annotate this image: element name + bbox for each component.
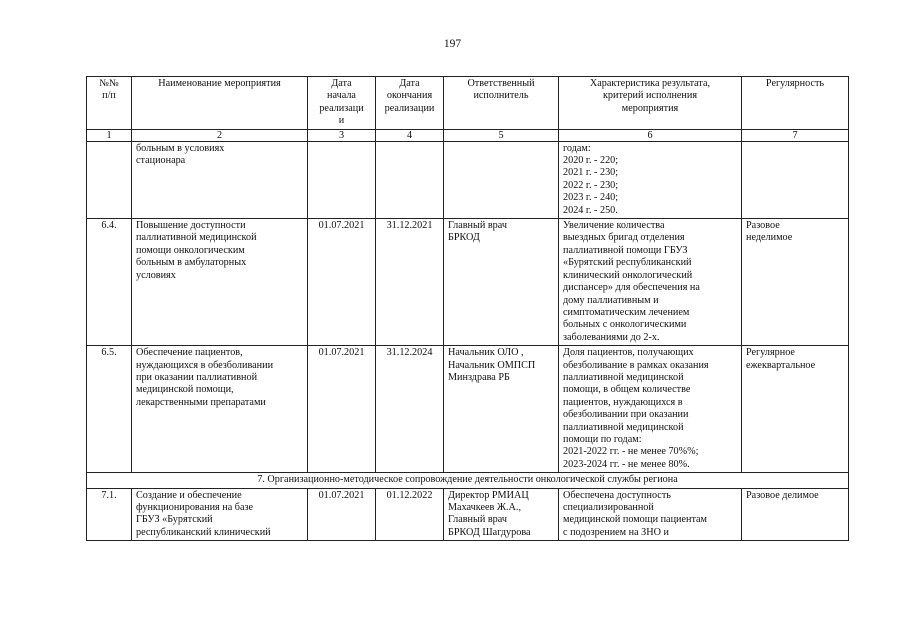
row-regularity bbox=[742, 141, 849, 218]
column-number: 6 bbox=[559, 129, 742, 141]
row-start: 01.07.2021 bbox=[308, 346, 376, 473]
column-number: 2 bbox=[132, 129, 308, 141]
row-start: 01.07.2021 bbox=[308, 488, 376, 541]
header-start-date: Дата начала реализаци и bbox=[308, 77, 376, 130]
column-number: 1 bbox=[87, 129, 132, 141]
row-name: Создание и обеспечение функционирования на базе ГБУЗ «Бурятский республиканский клинический bbox=[132, 488, 308, 541]
row-name: Повышение доступности паллиативной медицинской помощи онкологическим больным в амбулаторных условиях bbox=[132, 219, 308, 346]
column-number: 5 bbox=[444, 129, 559, 141]
row-result: Доля пациентов, получающих обезболивание в рамках оказания паллиативной медицинской помощи, в общем количестве пациентов, нуждающихся в обезболивании при оказании паллиативной медицинской помощи по годам: 2021-2022 гг. - не менее 70%%; 2023-2024 гг. - не менее 80%. bbox=[559, 346, 742, 473]
header-num: №№ п/п bbox=[87, 77, 132, 130]
column-number-row bbox=[87, 129, 849, 141]
row-start: 01.07.2021 bbox=[308, 219, 376, 346]
row-regularity: Разовое делимое bbox=[742, 488, 849, 541]
page-number: 197 bbox=[443, 38, 462, 50]
measures-table bbox=[86, 76, 849, 541]
header-regularity: Регулярность bbox=[742, 77, 849, 130]
column-number: 4 bbox=[376, 129, 444, 141]
header-result: Характеристика результата, критерий исполнения мероприятия bbox=[559, 77, 742, 130]
row-num: 6.4. bbox=[87, 219, 132, 346]
header-end-date: Дата окончания реализации bbox=[376, 77, 444, 130]
table-row bbox=[87, 346, 849, 473]
row-name: больным в условиях стационара bbox=[132, 141, 308, 218]
row-num bbox=[87, 141, 132, 218]
row-end: 01.12.2022 bbox=[376, 488, 444, 541]
column-number: 3 bbox=[308, 129, 376, 141]
row-end: 31.12.2024 bbox=[376, 346, 444, 473]
table-row bbox=[87, 488, 849, 541]
row-regularity: Регулярное ежеквартальное bbox=[742, 346, 849, 473]
section-title: 7. Организационно-методическое сопровождение деятельности онкологической службы региона bbox=[87, 473, 849, 488]
header-row bbox=[87, 77, 849, 130]
header-name: Наименование мероприятия bbox=[132, 77, 308, 130]
table-row bbox=[87, 219, 849, 346]
row-end: 31.12.2021 bbox=[376, 219, 444, 346]
section-row bbox=[87, 473, 849, 488]
row-result: годам: 2020 г. - 220; 2021 г. - 230; 2022 г. - 230; 2023 г. - 240; 2024 г. - 250. bbox=[559, 141, 742, 218]
table-row bbox=[87, 141, 849, 218]
row-responsible: Директор РМИАЦ Махачкеев Ж.А., Главный врач БРКОД Шагдурова bbox=[444, 488, 559, 541]
row-start bbox=[308, 141, 376, 218]
column-number: 7 bbox=[742, 129, 849, 141]
row-responsible bbox=[444, 141, 559, 218]
row-responsible: Главный врач БРКОД bbox=[444, 219, 559, 346]
row-responsible: Начальник ОЛО , Начальник ОМПСП Минздрава РБ bbox=[444, 346, 559, 473]
row-result: Увеличение количества выездных бригад отделения паллиативной помощи ГБУЗ «Бурятский республиканский клинический онкологический диспансер» для обеспечения на дому паллиативным и симптоматическим лечением больных с онкологическими заболеваниями до 2-х. bbox=[559, 219, 742, 346]
header-responsible: Ответственный исполнитель bbox=[444, 77, 559, 130]
row-regularity: Разовое неделимое bbox=[742, 219, 849, 346]
row-num: 7.1. bbox=[87, 488, 132, 541]
row-name: Обеспечение пациентов, нуждающихся в обезболивании при оказании паллиативной медицинской помощи, лекарственными препаратами bbox=[132, 346, 308, 473]
row-result: Обеспечена доступность специализированной медицинской помощи пациентам с подозрением на ЗНО и bbox=[559, 488, 742, 541]
row-end bbox=[376, 141, 444, 218]
row-num: 6.5. bbox=[87, 346, 132, 473]
